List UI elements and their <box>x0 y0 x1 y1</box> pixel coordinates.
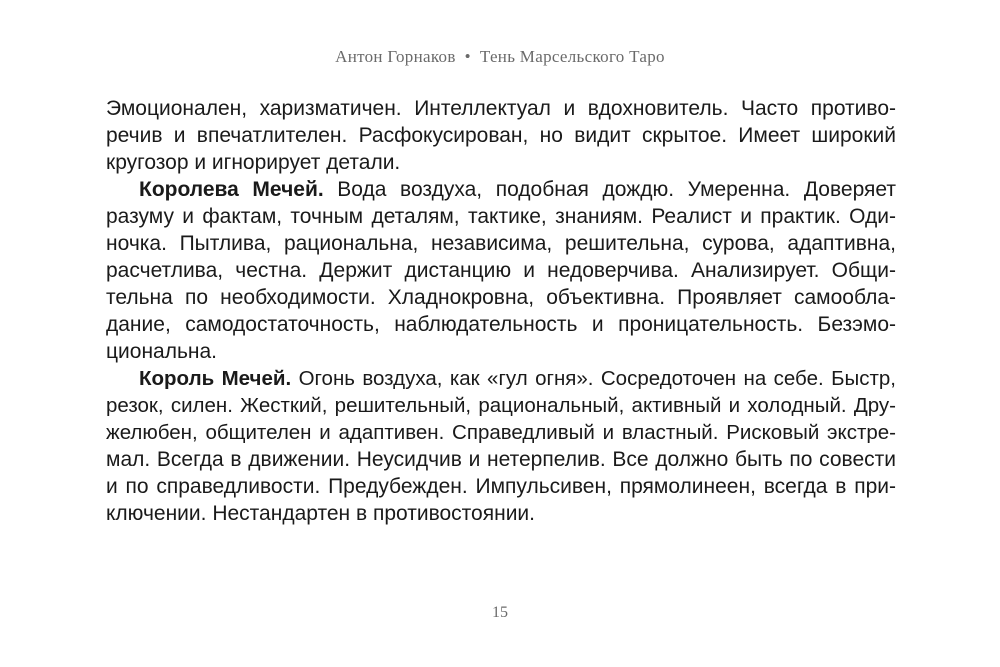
paragraph-1-line-1: Эмоционален, харизматичен. Интеллектуал и вдохновитель. Часто противо- <box>106 97 896 120</box>
paragraph-3-line-4: мал. Всегда в движении. Неусидчив и нетерпелив. Все должно быть по совести <box>106 448 896 471</box>
header-separator: • <box>464 47 471 66</box>
page-body <box>106 95 896 527</box>
header-book-title: Тень Марсельского Таро <box>479 47 665 66</box>
paragraph-3-line-6: ключении. Нестандартен в противостоянии. <box>106 502 535 525</box>
paragraph-2-line-1-text: Вода воздуха, подобная дождю. Умеренна. Доверяет <box>323 178 896 201</box>
paragraph-2-line-3: ночка. Пытлива, рациональна, независима, решительна, сурова, адаптивна, <box>106 232 896 255</box>
paragraph-3-line-2: резок, силен. Жесткий, решительный, рациональный, активный и холодный. Дру- <box>106 394 896 417</box>
header-author: Антон Горнаков <box>335 47 456 66</box>
page-number: 15 <box>492 604 508 621</box>
paragraph-2-line-6: дание, самодостаточность, наблюдательность и проницательность. Безэмо- <box>106 313 896 336</box>
king-of-swords-heading: Король Мечей. <box>139 367 292 390</box>
running-header <box>0 47 1000 67</box>
paragraph-3-line-1 <box>106 365 896 392</box>
paragraph-3-line-1-text: Огонь воздуха, как «гул огня». Сосредоточен на себе. Быстр, <box>291 367 896 390</box>
paragraph-3-line-3: желюбен, общителен и адаптивен. Справедливый и властный. Рисковый экстре- <box>106 421 896 444</box>
paragraph-2-line-7: циональна. <box>106 340 218 363</box>
paragraph-1-line-2: речив и впечатлителен. Расфокусирован, но видит скрытое. Имеет широкий <box>106 124 896 147</box>
paragraph-2-line-1 <box>106 176 896 203</box>
paragraph-1-line-3: кругозор и игнорирует детали. <box>106 151 401 174</box>
queen-of-swords-heading: Королева Мечей. <box>139 178 324 201</box>
paragraph-2-line-5: тельна по необходимости. Хладнокровна, объективна. Проявляет самообла- <box>106 286 896 309</box>
paragraph-2-line-2: разуму и фактам, точным деталям, тактике, знаниям. Реалист и практик. Оди- <box>106 205 896 228</box>
paragraph-3-line-5: и по справедливости. Предубежден. Импульсивен, прямолинеен, всегда в при- <box>106 475 896 498</box>
paragraph-2-line-4: расчетлива, честна. Держит дистанцию и недоверчива. Анализирует. Общи- <box>106 259 896 282</box>
